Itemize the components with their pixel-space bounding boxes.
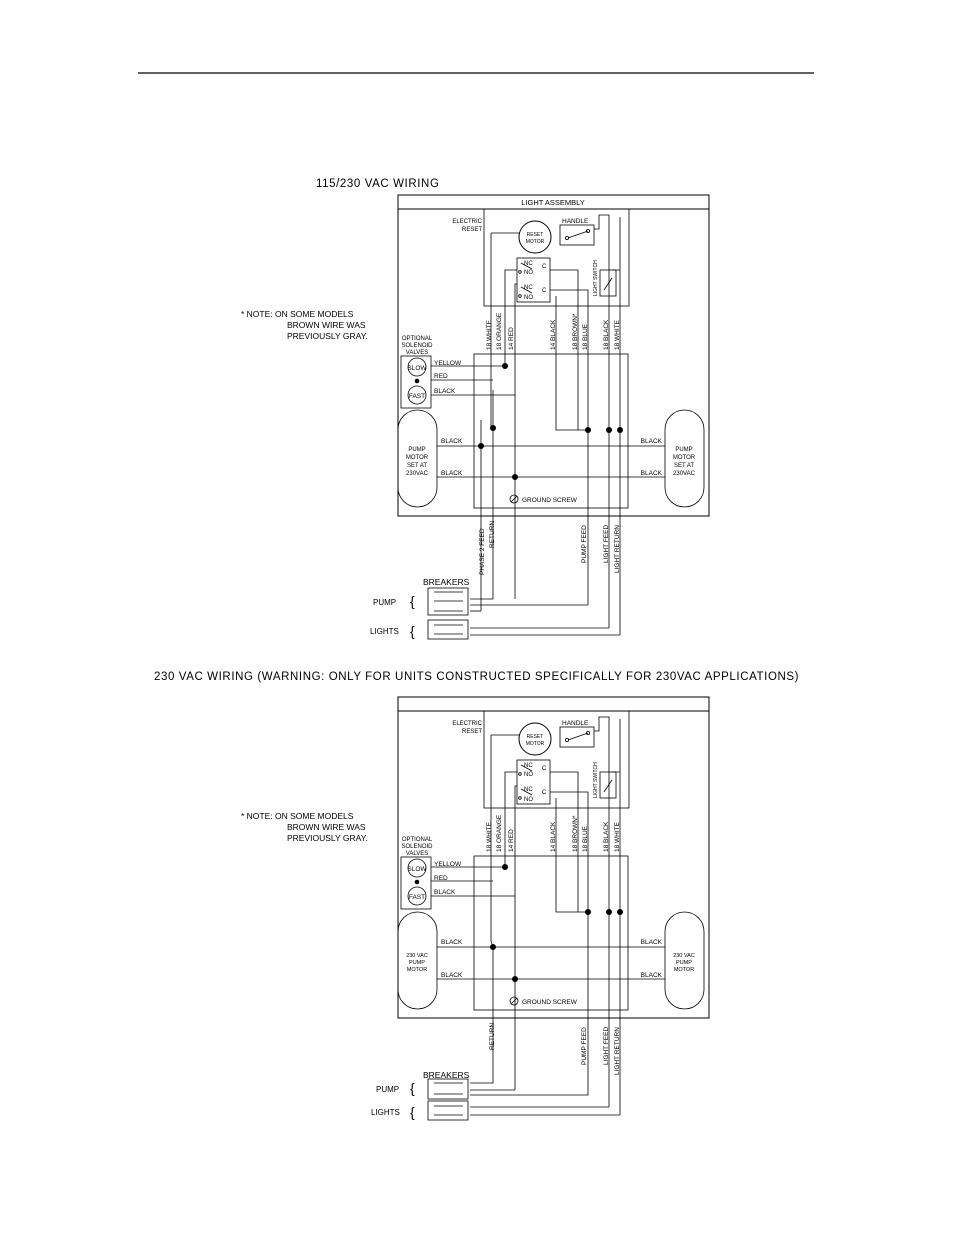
diagram-230-vac [154, 671, 799, 1120]
valves-label: VALVES [405, 350, 429, 356]
wire-labels [486, 814, 621, 852]
light-switch [600, 270, 616, 296]
relay-nc: NC [524, 763, 533, 769]
pump-motor-label: SET AT [406, 463, 428, 469]
optional-label: OPTIONAL [401, 837, 433, 843]
wire-labels [486, 312, 621, 350]
pump-motor-label: MOTOR [673, 967, 695, 973]
pump-motor-label: PUMP [676, 960, 692, 966]
valves-label: VALVES [405, 851, 429, 857]
relay-no-2: NO [524, 295, 533, 301]
lights-label: LIGHTS [371, 1108, 400, 1117]
diagram1-title: 115/230 VAC WIRING [316, 178, 440, 190]
electric-reset-label: ELECTRIC [452, 219, 482, 225]
relay-nc: NC [524, 261, 533, 267]
black-wire-label: BLACK [640, 438, 662, 445]
light-assembly-label: LIGHT ASSEMBLY [521, 198, 585, 207]
black-wire-label: BLACK [441, 438, 463, 445]
enclosure [398, 697, 709, 1018]
relay-c: C [542, 766, 547, 772]
diagram-115-230-vac [241, 178, 709, 639]
relay-no: NO [524, 772, 533, 778]
note-line-1: * NOTE: ON SOME MODELS [241, 309, 354, 319]
wire-label: 18 WHITE [614, 822, 621, 852]
junction-box [474, 354, 628, 508]
wire-label: 18 BLUE [582, 323, 589, 350]
wire-label: 14 BLACK [550, 821, 557, 852]
feed-label: LIGHT FEED [603, 1026, 610, 1065]
enclosure [398, 195, 709, 516]
relay-no-2: NO [524, 797, 533, 803]
yellow-wire-label: YELLOW [434, 360, 462, 367]
pump-brace: { [410, 1080, 415, 1096]
red-wire-label: RED [434, 373, 448, 380]
note-line-3: PREVIOUSLY GRAY. [287, 833, 368, 843]
pump-label: PUMP [376, 1085, 400, 1094]
lights-label: LIGHTS [370, 627, 399, 636]
relay-c: C [542, 264, 547, 270]
feed-label: PUMP FEED [581, 525, 588, 563]
feed-label: LIGHT RETURN [614, 525, 621, 573]
pump-brace: { [410, 593, 415, 609]
pump-motor-label: 230VAC [406, 471, 428, 477]
pump-motor-label: MOTOR [672, 455, 696, 461]
breakers-label: BREAKERS [423, 577, 470, 587]
reset-motor-label-2: MOTOR [525, 741, 545, 747]
note-line-1: * NOTE: ON SOME MODELS [241, 811, 354, 821]
light-assembly-box [484, 711, 629, 808]
wire-junctions [478, 363, 623, 480]
lights-brace: { [410, 623, 415, 639]
pump-motor-label: MOTOR [405, 455, 429, 461]
fast-label: FAST [408, 393, 426, 400]
wire-label: 18 BROWN* [572, 313, 579, 350]
black-wire-label: BLACK [640, 972, 662, 979]
feed-label: PUMP FEED [581, 1027, 588, 1065]
wire-label: 14 BLACK [550, 319, 557, 350]
black-wire-label: BLACK [434, 388, 456, 395]
reset-motor-label-2: MOTOR [525, 239, 545, 245]
breaker-lights [428, 1101, 468, 1120]
wire-label: 14 RED [508, 829, 515, 852]
light-switch-label: LIGHT SWITCH [593, 762, 599, 798]
breaker-pump [428, 1079, 468, 1099]
wiring [431, 215, 665, 635]
reset-motor-label: RESET [526, 734, 544, 740]
feed-label: LIGHT RETURN [614, 1027, 621, 1075]
relay-c-2: C [542, 790, 547, 796]
relay-c-2: C [542, 288, 547, 294]
lights-brace: { [410, 1104, 415, 1120]
wire-junctions [490, 864, 623, 982]
note-line-3: PREVIOUSLY GRAY. [287, 331, 368, 341]
pump-motor-label: 230 VAC [673, 953, 695, 959]
pump-motor-label: PUMP [409, 960, 425, 966]
diagram2-title: 230 VAC WIRING (WARNING: ONLY FOR UNITS CONSTRUCTED SPECIFICALLY FOR 230VAC APPLICATIONS) [154, 671, 800, 683]
wire-label: 14 RED [508, 327, 515, 350]
wire-label: 18 BLACK [603, 319, 610, 350]
yellow-wire-label: YELLOW [434, 861, 462, 868]
relay-no: NO [524, 270, 533, 276]
pump-motor-label: 230VAC [673, 471, 695, 477]
red-wire-label: RED [434, 875, 448, 882]
wire-label: 18 WHITE [486, 822, 493, 852]
solenoid-label: SOLENOID [401, 844, 433, 850]
pump-motor-label: MOTOR [406, 967, 428, 973]
pump-motor-label: 230 VAC [406, 953, 428, 959]
pump-motor-label: SET AT [673, 463, 695, 469]
pump-motor-label: PUMP [408, 447, 426, 453]
handle-label: HANDLE [562, 720, 589, 727]
relay-nc-2: NC [524, 285, 533, 291]
black-wire-label: BLACK [441, 470, 463, 477]
black-wire-label: BLACK [441, 939, 463, 946]
breakers-label: BREAKERS [423, 1070, 470, 1080]
electric-reset-label-2: RESET [461, 227, 482, 233]
slow-label: SLOW [407, 365, 427, 372]
light-switch-label: LIGHT SWITCH [593, 260, 599, 296]
wire-label: 18 BROWN* [572, 815, 579, 852]
black-wire-label: BLACK [441, 972, 463, 979]
reset-motor-label: RESET [526, 232, 544, 238]
note-line-2: BROWN WIRE WAS [287, 822, 366, 832]
wiring [431, 717, 665, 1115]
ground-screw-label: GROUND SCREW [522, 497, 577, 504]
solenoid-label: SOLENOID [401, 343, 433, 349]
optional-label: OPTIONAL [401, 336, 433, 342]
feed-label: PHASE 2 FEED [479, 528, 486, 575]
feed-label: RETURN [489, 520, 496, 548]
light-assembly-box [484, 209, 629, 306]
solenoid-junction [415, 379, 420, 384]
relay-nc-2: NC [524, 787, 533, 793]
ground-screw-label: GROUND SCREW [522, 999, 577, 1006]
wire-label: 18 WHITE [614, 320, 621, 350]
junction-box [474, 856, 628, 1010]
fast-label: FAST [408, 894, 426, 901]
slow-label: SLOW [407, 866, 427, 873]
handle-label: HANDLE [562, 218, 589, 225]
light-switch [600, 772, 616, 798]
wire-label: 18 ORANGE [496, 312, 503, 350]
black-wire-label: BLACK [640, 939, 662, 946]
breaker-lights [428, 620, 468, 639]
solenoid-junction [415, 880, 420, 885]
electric-reset-label-2: RESET [461, 729, 482, 735]
feed-label: LIGHT FEED [603, 524, 610, 563]
note-line-2: BROWN WIRE WAS [287, 320, 366, 330]
pump-motor-label: PUMP [675, 447, 693, 453]
black-wire-label: BLACK [640, 470, 662, 477]
wire-label: 18 WHITE [486, 320, 493, 350]
pump-label: PUMP [373, 598, 397, 607]
wire-label: 18 BLUE [582, 825, 589, 852]
electric-reset-label: ELECTRIC [452, 721, 482, 727]
black-wire-label: BLACK [434, 889, 456, 896]
feed-label: RETURN [489, 1022, 496, 1050]
wire-label: 18 BLACK [603, 821, 610, 852]
wire-label: 18 ORANGE [496, 814, 503, 852]
